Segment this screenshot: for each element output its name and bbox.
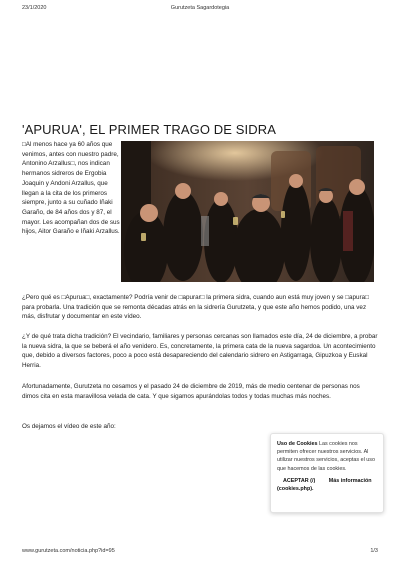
cider-tasting-photo bbox=[121, 141, 374, 282]
article-photo bbox=[121, 141, 374, 282]
article-paragraph-3: Afortunadamente, Gurutzeta no cesamos y el pasado 24 de diciembre de 2019, más de medio centenar de personas nos dimos cita en esta maravillosa velada de cata. Y que sigamos apurándolas todos y todas muchas más noches. bbox=[22, 383, 360, 400]
print-header bbox=[22, 5, 378, 15]
article-paragraph-2: ¿Y de qué trata dicha tradición? El vecindario, familiares y personas cercanas son llamados este día, 24 de diciembre, a probar la nueva sidra, la que se beberá el año venidero. Es, concretamente, la primera cata de la nueva sagardoa. Un acontecimiento que, debido a diversos factores, poco a poco está desapareciendo del calendario sidrero en Astigarraga, Gipuzkoa y Euskal Herria. bbox=[22, 333, 378, 370]
article-intro: □Al menos hace ya 60 años que venimos, antes con nuestro padre, Antonino Arzallus□, nos indican hermanos sidreros de Ergobia Joaquin y Andoni Arzallus, que llegan a la cita de los primeros siempre, junto a su cuñado Iñaki Garaño, de 84 años dos y 87, el mayor. Les acompañan dos de sus hijos, Aitor Garaño e Iñaki Arzallus. bbox=[22, 141, 120, 236]
cookie-body: Las cookies nos permiten ofrecer nuestros servicios. Al utilizar nuestros servicios, aceptas el uso que hacemos de las cookies. bbox=[277, 441, 375, 472]
cookie-banner bbox=[270, 433, 384, 513]
article-paragraph-4: Os dejamos el vídeo de este año: bbox=[22, 423, 116, 430]
cookie-actions bbox=[277, 477, 377, 493]
page-number: 1/3 bbox=[370, 548, 378, 554]
print-footer bbox=[22, 548, 378, 558]
cookie-heading: Uso de Cookies bbox=[277, 441, 318, 447]
cookie-text bbox=[277, 440, 377, 473]
cookie-more-info-link[interactable]: Más información (cookies.php). bbox=[277, 477, 372, 493]
site-title: Gurutzeta Sagardotegia bbox=[170, 5, 230, 11]
print-date: 23/1/2020 bbox=[22, 5, 47, 11]
page-url: www.gurutzeta.com/noticia.php?id=95 bbox=[22, 548, 115, 554]
article-title: 'APURUA', EL PRIMER TRAGO DE SIDRA bbox=[22, 122, 276, 137]
cookie-accept-button[interactable]: ACEPTAR (/) bbox=[283, 477, 316, 484]
article-paragraph-1: ¿Pero qué es □Apurua□, exactamente? Podría venir de □apurar□ la primera sidra, cuando aun está muy joven y se □apura□ para probarla. Una tradición que se remonta décadas atrás en la sidrería Gurutzeta, y que este año hemos podido, una vez más, disfrutar y documentar en este vídeo. bbox=[22, 294, 369, 321]
